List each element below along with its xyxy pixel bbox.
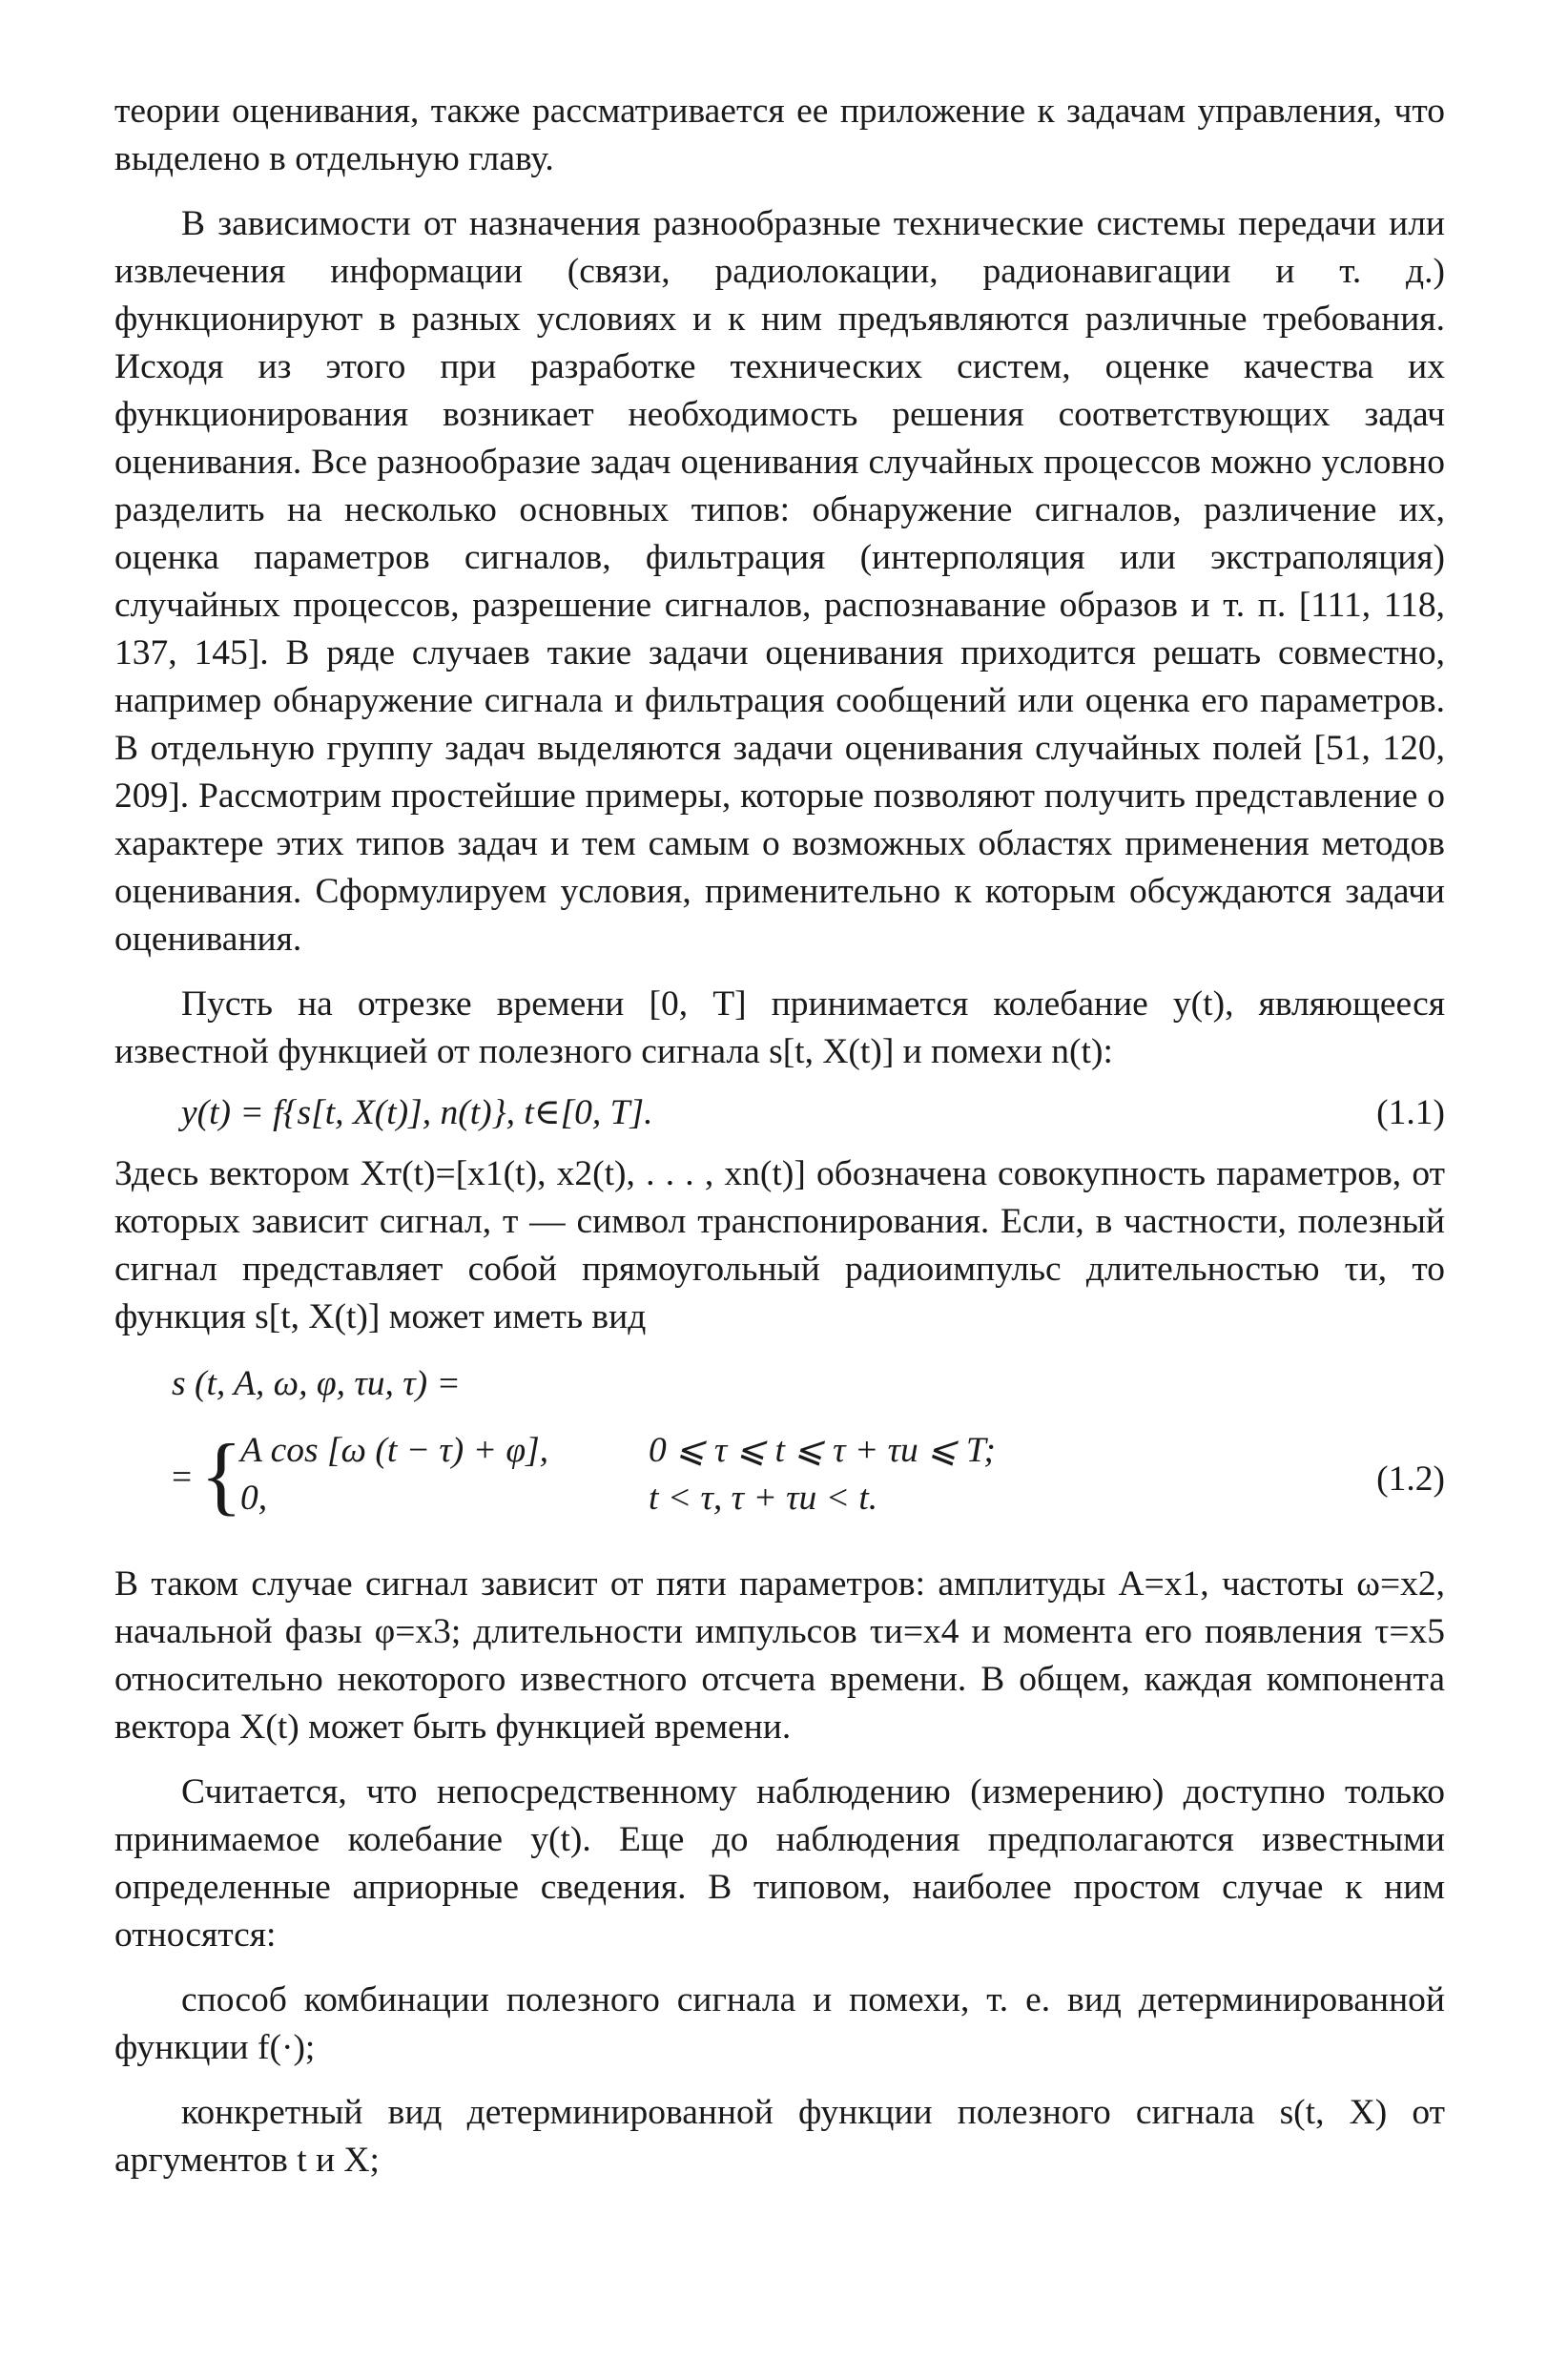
paragraph-five-parameters: В таком случае сигнал зависит от пяти параметров: амплитуды A=x1, частоты ω=x2, начальной фазы φ=x3; длительности импульсов τи=x4 и момента его появления τ=x5 относительно некоторого известного отсчета времени. В общем, каждая компонента вектора X(t) может быть функцией времени. [114, 1564, 1445, 1747]
equation-1-2-case-2: 0, [240, 1479, 268, 1518]
equation-1-2-condition-1: 0 ⩽ τ ⩽ t ⩽ τ + τи ⩽ T; [649, 1431, 996, 1470]
equation-1-2-case-1: A cos [ω (t − τ) + φ], [240, 1431, 549, 1470]
paragraph-intro-continuation: теории оценивания, также рассматривается ее приложение к задачам управления, что выделено в отдельную главу. [114, 92, 1445, 178]
paragraph-combination-method: способ комбинации полезного сигнала и помехи, т. е. вид детерминированной функции f(·); [114, 1980, 1445, 2067]
equation-1-2-head: s (t, A, ω, φ, τи, τ) = [172, 1364, 461, 1403]
equation-1-1-body: y(t) = f{s[t, X(t)], n(t)}, t∈[0, T]. [181, 1093, 653, 1132]
equation-1-1-number: (1.1) [1376, 1093, 1445, 1132]
equation-1-1 [181, 1089, 1445, 1137]
paragraph-estimation-tasks: В зависимости от назначения разнообразные технические системы передачи или извлечения информации (связи, радиолокации, радионавигации и т. д.) функционируют в разных условиях и к ним предъявляются различные требования. Исходя из этого при разработке технических систем, оценке качества их функционирования возникает необходимость решения соответствующих задач оценивания. Все разнообразие задач оценивания случайных процессов можно условно разделить на несколько основных типов: обнаружение сигналов, различение их, оценка параметров сигналов, фильтрация (интерполяция или экстраполяция) случайных процессов, разрешение сигналов, распознавание образов и т. п. [111, 118, 137, 145]. В ряде случаев такие задачи оценивания приходится решать совместно, например обнаружение сигнала и фильтрация сообщений или оценка его параметров. В отдельную группу задач выделяются задачи оценивания случайных полей [51, 120, 209]. Рассмотрим простейшие примеры, которые позволяют получить представление о характере этих типов задач и тем самым о возможных областях применения методов оценивания. Сформулируем условия, применительно к которым обсуждаются задачи оценивания. [114, 204, 1445, 959]
document-page [114, 88, 1445, 2184]
equation-1-2-number: (1.2) [1376, 1459, 1445, 1499]
equation-1-2 [172, 1360, 1445, 1542]
paragraph-parameter-vector: Здесь вектором Xт(t)=[x1(t), x2(t), . . . , xn(t)] обозначена совокупность параметров, от которых зависит сигнал, т — символ транспонирования. Если, в частности, полезный сигнал представляет собой прямоугольный радиоимпульс длительностью τи, то функция s[t, X(t)] может иметь вид [114, 1154, 1445, 1336]
paragraph-received-signal: Пусть на отрезке времени [0, T] принимается колебание y(t), являющееся известной функцией от полезного сигнала s[t, X(t)] и помехи n(t): [114, 984, 1445, 1071]
equation-1-2-cases [172, 1427, 1445, 1532]
equation-1-2-brace: { [200, 1426, 243, 1523]
equation-1-2-condition-2: t < τ, τ + τи < t. [649, 1479, 878, 1518]
paragraph-observation: Считается, что непосредственному наблюдению (измерению) доступно только принимаемое колебание y(t). Еще до наблюдения предполагаются известными определенные априорные сведения. В типовом, наиболее простом случае к ним относятся: [114, 1772, 1445, 1955]
equation-1-2-eq-sign: = [172, 1458, 193, 1497]
paragraph-signal-function: конкретный вид детерминированной функции полезного сигнала s(t, X) от аргументов t и X; [114, 2093, 1445, 2180]
